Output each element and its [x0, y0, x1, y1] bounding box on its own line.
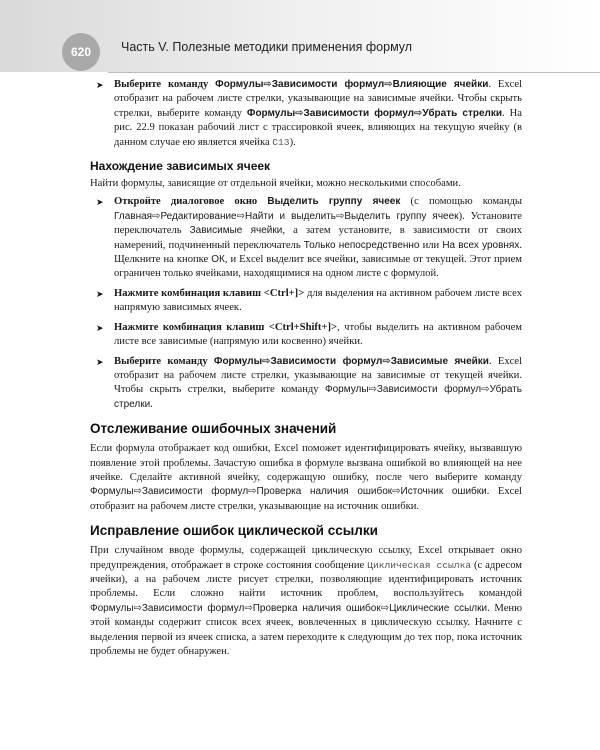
section-heading-circular: Исправление ошибок циклической ссылки	[90, 523, 378, 539]
bullet-arrow-icon: ➤	[96, 356, 104, 367]
bullet-arrow-icon: ➤	[96, 288, 104, 299]
section-intro: Найти формулы, зависящие от отдельной ячейки, можно несколькими способами.	[90, 178, 461, 190]
section-heading-dependents: Нахождение зависимых ячеек	[90, 159, 271, 174]
section-paragraph-errors: Если формула отображает код ошибки, Excel поможет идентифицировать ячейку, вызвавшую появление этой проблемы. Зачастую ошибка в формуле вызвана ошибкой во влияющей на нее ячейке. Сделайте активной ячейку, содержащую ошибку, после чего выберите команду Формулы⇨Зависимости формул⇨Проверка наличия ошибок⇨Источник ошибки. Excel отобразит на рабочем листе стрелки, указывающие на источник ошибки.	[90, 443, 523, 512]
section-paragraph-circular: При случайном вводе формулы, содержащей циклическую ссылку, Excel открывает окно предупреждения, отображает в строке состояния сообщение Циклическая ссылка (с адресом ячейки), а на рабочем листе рисует стрелки, позволяющие идентифицировать источник проблемы. Если сложно найти источник проблем, воспользуйтесь командой Формулы⇨Зависимости формул⇨Проверка наличия ошибок⇨Циклические ссылки. Меню этой команды содержит список всех ячеек, вовлеченных в циклическую ссылку. Начните с выделения первой из ячеек списка, а затем переходите к следующим до тех пор, пока источник проблемы не будет обнаружен.	[90, 545, 523, 657]
list-item: ➤ Выберите команду Формулы⇨Зависимости формул⇨Влияющие ячейки. Excel отобразит на рабочем листе стрелки, указывающие на зависимые ячейки. Чтобы скрыть стрелки, выберите команду Формулы⇨Зависимости формул⇨Убрать стрелки. На рис. 22.9 показан рабочий лист с трассировкой ячеек, влияющих на текущую ячейку (в данном случае ею является ячейка C13).	[96, 79, 522, 148]
page-number-badge	[62, 33, 100, 71]
list-item: ➤ Нажмите комбинация клавиш <Ctrl+Shift+]>, чтобы выделить на активном рабочем листе все зависимые (напрямую или косвенно) ячейки.	[96, 321, 522, 348]
bullet-arrow-icon: ➤	[96, 322, 104, 333]
page-body	[90, 78, 522, 659]
bullet-arrow-icon: ➤	[96, 197, 104, 208]
bullet-arrow-icon: ➤	[96, 80, 104, 90]
running-head: Часть V. Полезные методики применения формул	[121, 40, 413, 54]
header-rule	[108, 72, 600, 73]
section-heading-errors: Отслеживание ошибочных значений	[90, 421, 337, 437]
list-item: ➤ Нажмите комбинация клавиш <Ctrl+]> для выделения на активном рабочем листе всех напрямую зависимых ячеек.	[96, 287, 522, 314]
list-item: ➤ Выберите команду Формулы⇨Зависимости формул⇨Зависимые ячейки. Excel отобразит на рабочем листе стрелки, указывающие на зависимые от текущей ячейки. Чтобы скрыть стрелки, выберите команду Формулы⇨Зависимости формул⇨Убрать стрелки.	[96, 355, 523, 410]
page-number: 620	[70, 45, 92, 59]
list-item: ➤ Откройте диалоговое окно Выделить группу ячеек (с помощью команды Главная⇨Редактирование⇨Найти и выделить⇨Выделить группу ячеек). Установите переключатель Зависимые ячейки, а затем установите, в зависимости от своих намерений, подчиненный переключатель Только непосредственно или На всех уровнях. Щелкните на кнопке ОК, и Excel выделит все ячейки, зависимые от текущей. Этот прием ограничен только ячейками, находящимися на одном листе с формулой.	[96, 196, 522, 280]
